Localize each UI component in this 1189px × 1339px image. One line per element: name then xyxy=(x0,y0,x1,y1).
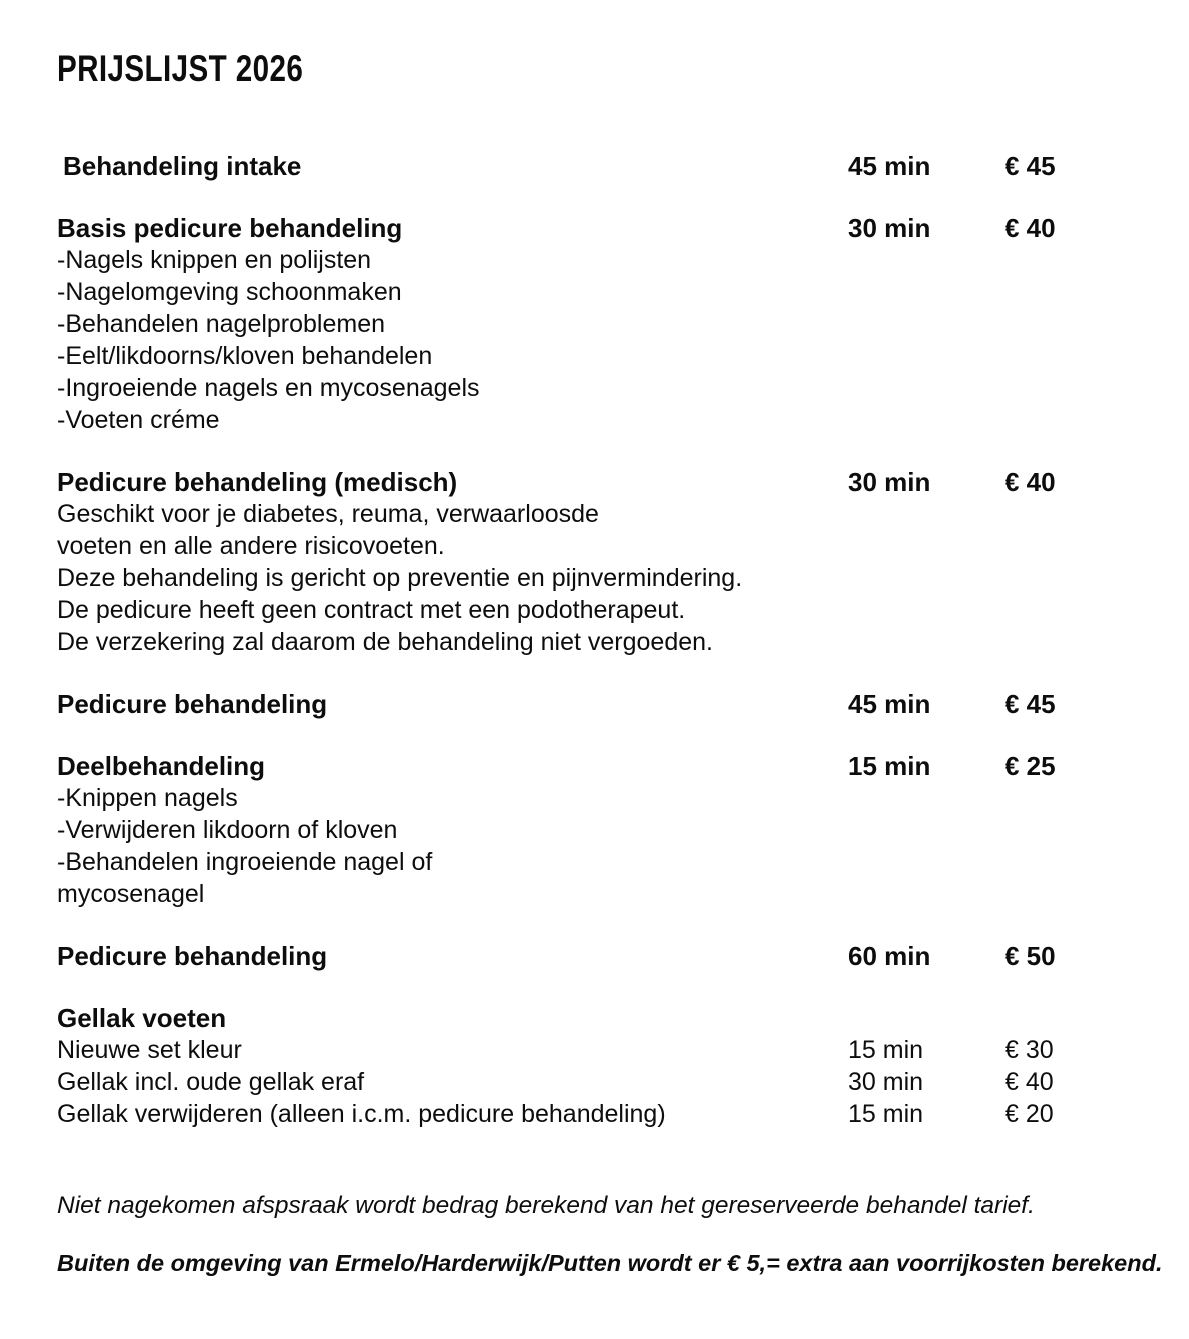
service-row xyxy=(0,1002,1189,1034)
detail-line: Deze behandeling is gericht op preventie en pijnvermindering. xyxy=(57,564,743,592)
service-name: Deelbehandeling xyxy=(57,751,266,781)
service-duration: 15 min xyxy=(848,1036,924,1064)
service-duration: 45 min xyxy=(848,151,931,181)
service-duration xyxy=(848,1002,1005,1034)
service-row xyxy=(0,466,1189,498)
service-row xyxy=(0,688,1189,720)
service-row xyxy=(0,1098,1189,1130)
service-price: € 20 xyxy=(1005,1100,1054,1128)
service-price: € 45 xyxy=(1005,689,1056,719)
service-row xyxy=(0,940,1189,972)
service-name: Behandeling intake xyxy=(63,151,302,181)
detail-line: -Knippen nagels xyxy=(57,784,238,812)
service-duration: 15 min xyxy=(848,751,931,781)
service-price: € 50 xyxy=(1005,941,1056,971)
detail-line: -Nagelomgeving schoonmaken xyxy=(57,278,402,306)
service-row xyxy=(0,750,1189,782)
service-price: € 45 xyxy=(1005,151,1056,181)
detail-line: Geschikt voor je diabetes, reuma, verwaarloosde xyxy=(57,500,599,528)
service-price: € 40 xyxy=(1005,213,1056,243)
service-price: € 40 xyxy=(1005,1068,1054,1096)
detail-line: mycosenagel xyxy=(57,880,205,908)
detail-line: -Ingroeiende nagels en mycosenagels xyxy=(57,374,480,402)
service-duration: 45 min xyxy=(848,689,931,719)
service-row xyxy=(0,1034,1189,1066)
detail-line: De verzekering zal daarom de behandeling niet vergoeden. xyxy=(57,628,713,656)
page-title: PRIJSLIJST 2026 xyxy=(57,48,304,89)
service-duration: 15 min xyxy=(848,1100,924,1128)
service-duration: 30 min xyxy=(848,1068,924,1096)
service-row xyxy=(0,1066,1189,1098)
detail-line: -Behandelen nagelproblemen xyxy=(57,310,386,338)
service-duration: 30 min xyxy=(848,467,931,497)
service-name: Pedicure behandeling xyxy=(57,689,328,719)
service-duration: 60 min xyxy=(848,941,931,971)
service-name: Gellak incl. oude gellak eraf xyxy=(57,1068,365,1096)
footnote-travel-costs: Buiten de omgeving van Ermelo/Harderwijk/Putten wordt er € 5,= extra aan voorrijkosten berekend. xyxy=(57,1250,1163,1276)
detail-line: De pedicure heeft geen contract met een podotherapeut. xyxy=(57,596,686,624)
detail-line: -Behandelen ingroeiende nagel of xyxy=(57,848,433,876)
service-name: Gellak voeten xyxy=(57,1003,227,1033)
detail-line: -Voeten créme xyxy=(57,406,220,434)
service-name: Basis pedicure behandeling xyxy=(57,213,403,243)
service-name: Gellak verwijderen (alleen i.c.m. pedicure behandeling) xyxy=(57,1100,666,1128)
service-name: Pedicure behandeling (medisch) xyxy=(57,467,458,497)
footnote-no-show-policy: Niet nagekomen afspsraak wordt bedrag berekend van het gereserveerde behandel tarief. xyxy=(57,1192,1035,1219)
service-row xyxy=(0,150,1189,182)
service-price: € 40 xyxy=(1005,467,1056,497)
service-duration: 30 min xyxy=(848,213,931,243)
service-name: Nieuwe set kleur xyxy=(57,1036,242,1064)
service-price: € 30 xyxy=(1005,1036,1054,1064)
service-name: Pedicure behandeling xyxy=(57,941,328,971)
detail-line: voeten en alle andere risicovoeten. xyxy=(57,532,445,560)
service-price: € 25 xyxy=(1005,751,1056,781)
service-row xyxy=(0,212,1189,244)
service-price xyxy=(1005,1002,1189,1034)
detail-line: -Eelt/likdoorns/kloven behandelen xyxy=(57,342,433,370)
detail-line: -Nagels knippen en polijsten xyxy=(57,246,372,274)
detail-line: -Verwijderen likdoorn of kloven xyxy=(57,816,398,844)
